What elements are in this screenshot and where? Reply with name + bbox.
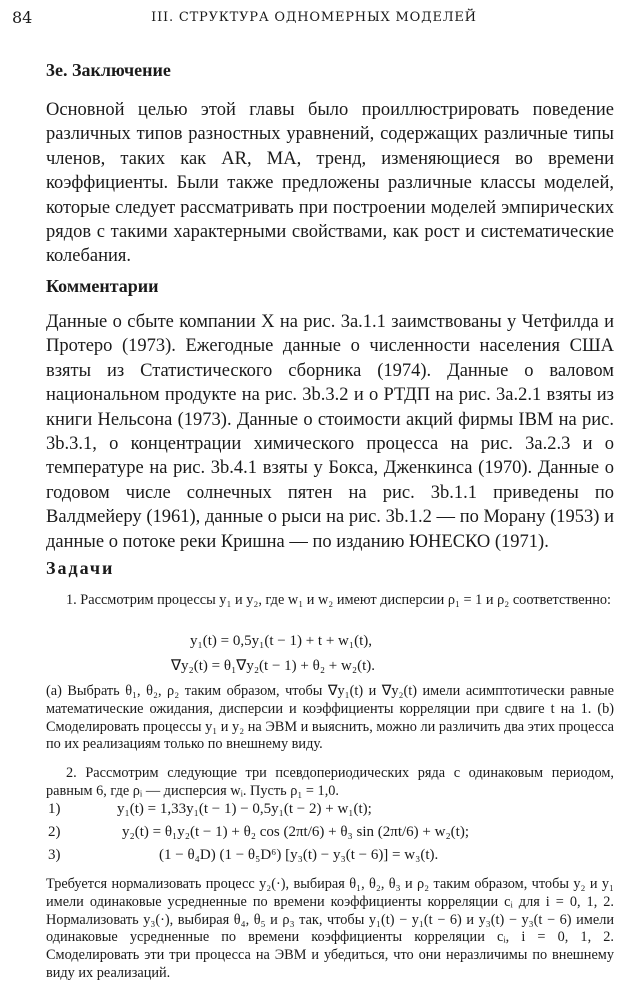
running-title: III. СТРУКТУРА ОДНОМЕРНЫХ МОДЕЛЕЙ [151, 10, 477, 25]
conclusion-title: 3e. Заключение [46, 60, 171, 80]
problems-title: Задачи [46, 558, 115, 578]
problem-1-intro: 1. Рассмотрим процессы y₁ и y₂, где w₁ и w₂ имеют дисперсии ρ₁ = 1 и ρ₂ соответственно: [66, 592, 611, 608]
comments-title: Комментарии [46, 276, 159, 296]
page-number: 84 [12, 8, 33, 27]
conclusion-paragraph: Основной целью этой главы было проиллюстрировать поведение различных типов разностных уравнений, содержащих различные типы членов, таких как AR, MA, тренд, изменяющиеся во времени коэффициенты. Были также предложены различные классы моделей, которые следует рассматривать при построении моделей эмпирических рядов с такими характерными свойствами, как рост и систематические колебания. [46, 100, 614, 267]
problem-2-text: Требуется нормализовать процесс y₂(·), выбирая θ₁, θ₂, θ₃ и ρ₂ таким образом, чтобы y₂ и y₁ имели одинаковые усредненные по времени коэффициенты корреляции cᵢ для i = 0, 1, 2. Нормализовать y₃(·), выбирая θ₄, θ₅ и ρ₃ так, чтобы y₁(t) − y₁(t − 6) и y₃(t) − y₃(t − 6) имели одинаковые усредненные по времени коэффициенты корреляции cᵢ, i = 0, 1, 2. Смоделировать эти три процесса на ЭВМ и убедиться, что они неразличимы по внешнему виду их реализаций. [46, 876, 614, 981]
problem-1-text: (a) Выбрать θ₁, θ₂, ρ₂ таким образом, чтобы ∇y₁(t) и ∇y₂(t) имели асимптотически равные математические ожидания, дисперсии и коэффициенты корреляции при сдвиге t на 1. (b) Смоделировать процессы y₁ и y₂ на ЭВМ и выяснить, можно ли различить два этих процесса по их реализациям только по внешнему виду. [46, 683, 614, 753]
equation-label-3: 3) [48, 847, 61, 863]
running-header [12, 8, 616, 30]
comments-section [46, 310, 614, 554]
equation-label-1: 1) [48, 801, 61, 817]
problem-2-equation-2: y₂(t) = θ₁y₂(t − 1) + θ₂ cos (2πt/6) + θ₃ sin (2πt/6) + w₂(t); [122, 824, 469, 840]
problem-2-intro: 2. Рассмотрим следующие три псевдопериодических ряда с одинаковым периодом, равным 6, где ρᵢ — дисперсия wᵢ. Пусть ρ₁ = 1,0. [46, 765, 614, 799]
problem-2-equation-3: (1 − θ₄D) (1 − θ₅D⁶) [y₃(t) − y₃(t − 6)] = w₃(t). [159, 847, 439, 863]
problem-1-equation-1: y₁(t) = 0,5y₁(t − 1) + t + w₁(t), [190, 633, 372, 649]
equation-label-2: 2) [48, 824, 61, 840]
conclusion-section [46, 98, 614, 269]
problem-1-equation-2: ∇y₂(t) = θ₁∇y₂(t − 1) + θ₂ + w₂(t). [171, 658, 375, 674]
comments-paragraph: Данные о сбыте компании X на рис. 3a.1.1 заимствованы у Четфилда и Протеро (1973). Ежегодные данные о численности населения США взяты из Статистического сборника (1974). Данные о валовом национальном продукте на рис. 3b.3.2 и о РТДП на рис. 3a.2.1 взяты из книги Нельсона (1973). Данные о стоимости акций фирмы IBM на рис. 3b.3.1, о концентрации химического процесса на рис. 3a.2.3 и о температуре на рис. 3b.4.1 взяты у Бокса, Дженкинса (1970). Данные о годовом числе солнечных пятен на рис. 3b.1.1 приведены по Валдмейеру (1961), данные о рыси на рис. 3b.1.2 — по Морану (1953) и данные о потоке реки Кришна — по изданию ЮНЕСКО (1971). [46, 312, 614, 552]
problem-2-equation-1: y₁(t) = 1,33y₁(t − 1) − 0,5y₁(t − 2) + w₁(t); [117, 801, 372, 817]
